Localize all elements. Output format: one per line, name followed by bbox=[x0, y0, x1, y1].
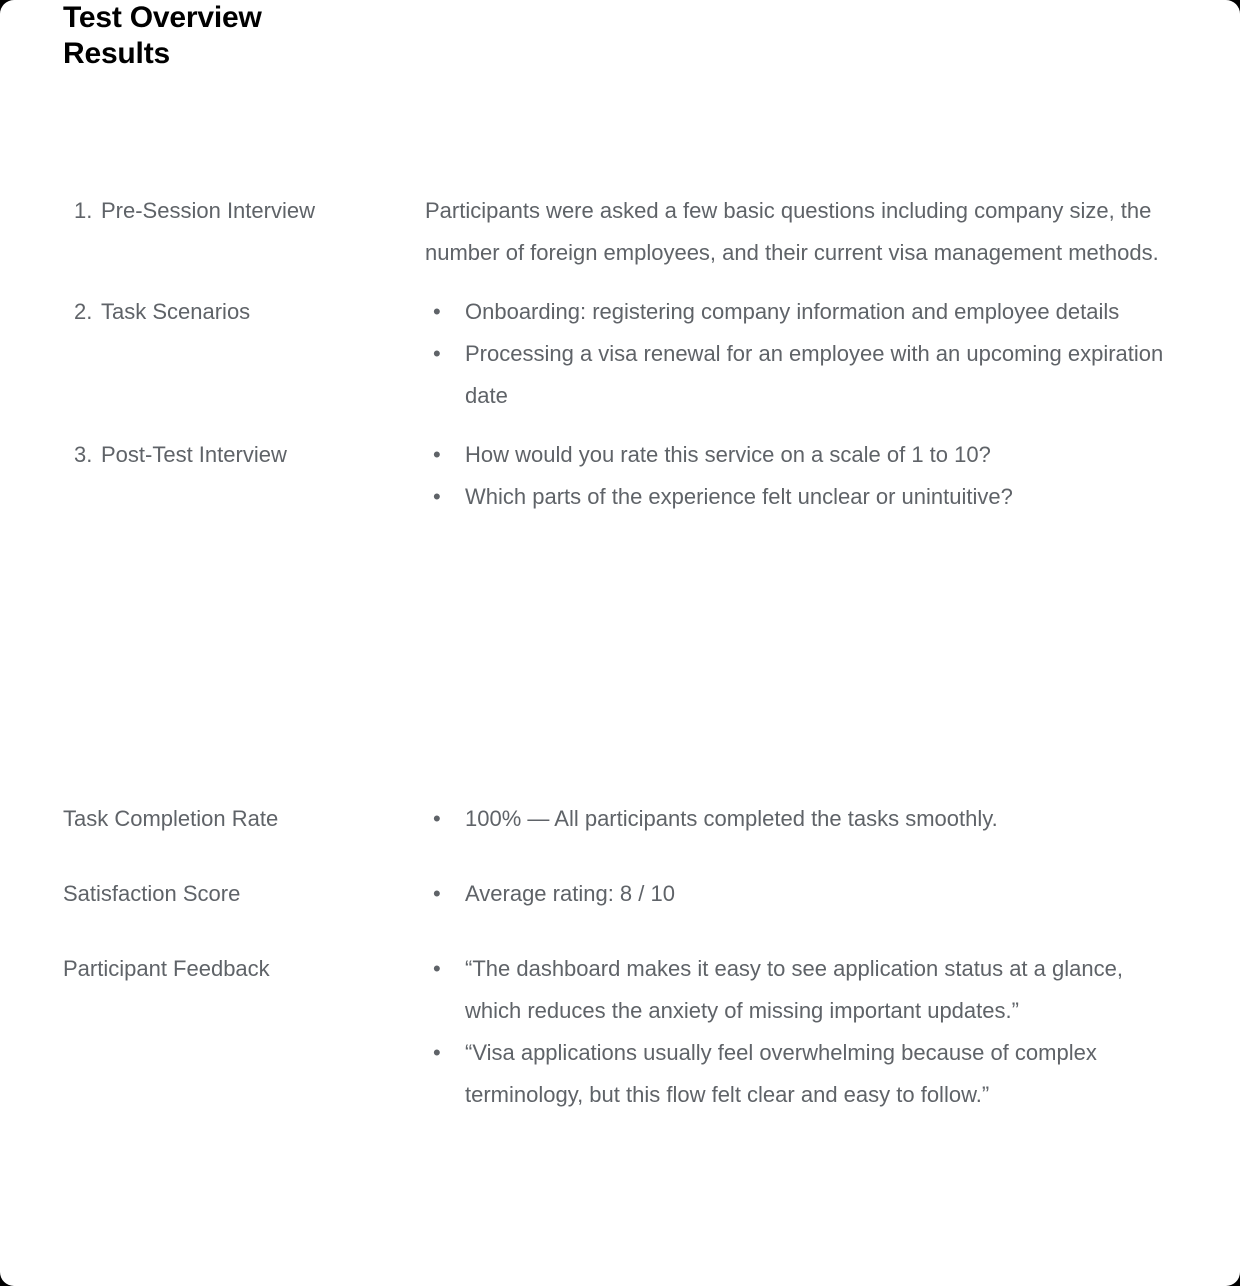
row-number: 2. bbox=[74, 299, 93, 324]
row-number: 1. bbox=[74, 198, 93, 223]
list-item bbox=[425, 1032, 1180, 1116]
bullet-dot-icon: • bbox=[433, 956, 441, 981]
bullet-list bbox=[425, 798, 1180, 840]
row-body-satisfaction-score bbox=[425, 873, 1180, 915]
list-item bbox=[425, 291, 1180, 333]
list-item-text: Processing a visa renewal for an employee with an upcoming expiration date bbox=[465, 341, 1164, 408]
bullet-list bbox=[425, 291, 1180, 417]
row-label-task-completion-rate bbox=[63, 798, 425, 840]
row-body-task-scenarios bbox=[425, 291, 1180, 417]
bullet-dot-icon: • bbox=[433, 881, 441, 906]
results-section bbox=[0, 798, 1240, 1116]
row-body-participant-feedback bbox=[425, 948, 1180, 1116]
results-title: Results bbox=[63, 37, 170, 70]
paragraph-text: Participants were asked a few basic questions including company size, the number of foreign employees, and their current visa management methods. bbox=[425, 198, 1159, 265]
row-label-post-test-interview bbox=[63, 434, 425, 476]
table-row bbox=[63, 434, 1180, 518]
list-item bbox=[425, 333, 1180, 417]
bullet-dot-icon: • bbox=[433, 484, 441, 509]
table-row bbox=[63, 948, 1180, 1116]
row-label-participant-feedback bbox=[63, 948, 425, 990]
list-item bbox=[425, 798, 1180, 840]
row-body-pre-session-interview bbox=[425, 190, 1180, 274]
row-label-text: Task Scenarios bbox=[101, 299, 251, 324]
row-body-task-completion-rate bbox=[425, 798, 1180, 840]
row-label-text: Post-Test Interview bbox=[101, 442, 287, 467]
row-label-pre-session-interview bbox=[63, 190, 425, 232]
list-item-text: “Visa applications usually feel overwhelming because of complex terminology, but this flow felt clear and easy to follow.” bbox=[465, 1040, 1097, 1107]
bullet-list bbox=[425, 948, 1180, 1116]
bullet-dot-icon: • bbox=[433, 341, 441, 366]
bullet-dot-icon: • bbox=[433, 1040, 441, 1065]
list-item-text: 100% — All participants completed the tasks smoothly. bbox=[465, 806, 998, 831]
row-label-text: Task Completion Rate bbox=[63, 806, 279, 831]
test-overview-section bbox=[0, 190, 1240, 518]
table-row bbox=[63, 798, 1180, 840]
row-label-task-scenarios bbox=[63, 291, 425, 333]
bullet-list bbox=[425, 434, 1180, 518]
bullet-dot-icon: • bbox=[433, 442, 441, 467]
list-item-text: Which parts of the experience felt unclear or unintuitive? bbox=[465, 484, 1013, 509]
row-label-text: Pre-Session Interview bbox=[101, 198, 315, 223]
list-item-text: “The dashboard makes it easy to see application status at a glance, which reduces the anxiety of missing important updates.” bbox=[465, 956, 1123, 1023]
bullet-dot-icon: • bbox=[433, 299, 441, 324]
page-title: Test Overview bbox=[63, 1, 262, 34]
table-row bbox=[63, 873, 1180, 915]
bullet-dot-icon: • bbox=[433, 806, 441, 831]
bullet-list bbox=[425, 873, 1180, 915]
list-item bbox=[425, 948, 1180, 1032]
table-row bbox=[63, 190, 1180, 274]
table-row bbox=[63, 291, 1180, 417]
row-number: 3. bbox=[74, 442, 93, 467]
list-item bbox=[425, 476, 1180, 518]
list-item bbox=[425, 873, 1180, 915]
row-label-satisfaction-score bbox=[63, 873, 425, 915]
list-item-text: Average rating: 8 / 10 bbox=[465, 881, 675, 906]
list-item bbox=[425, 434, 1180, 476]
list-item-text: Onboarding: registering company information and employee details bbox=[465, 299, 1120, 324]
row-label-text: Satisfaction Score bbox=[63, 881, 241, 906]
row-body-post-test-interview bbox=[425, 434, 1180, 518]
row-label-text: Participant Feedback bbox=[63, 956, 270, 981]
list-item-text: How would you rate this service on a scale of 1 to 10? bbox=[465, 442, 991, 467]
